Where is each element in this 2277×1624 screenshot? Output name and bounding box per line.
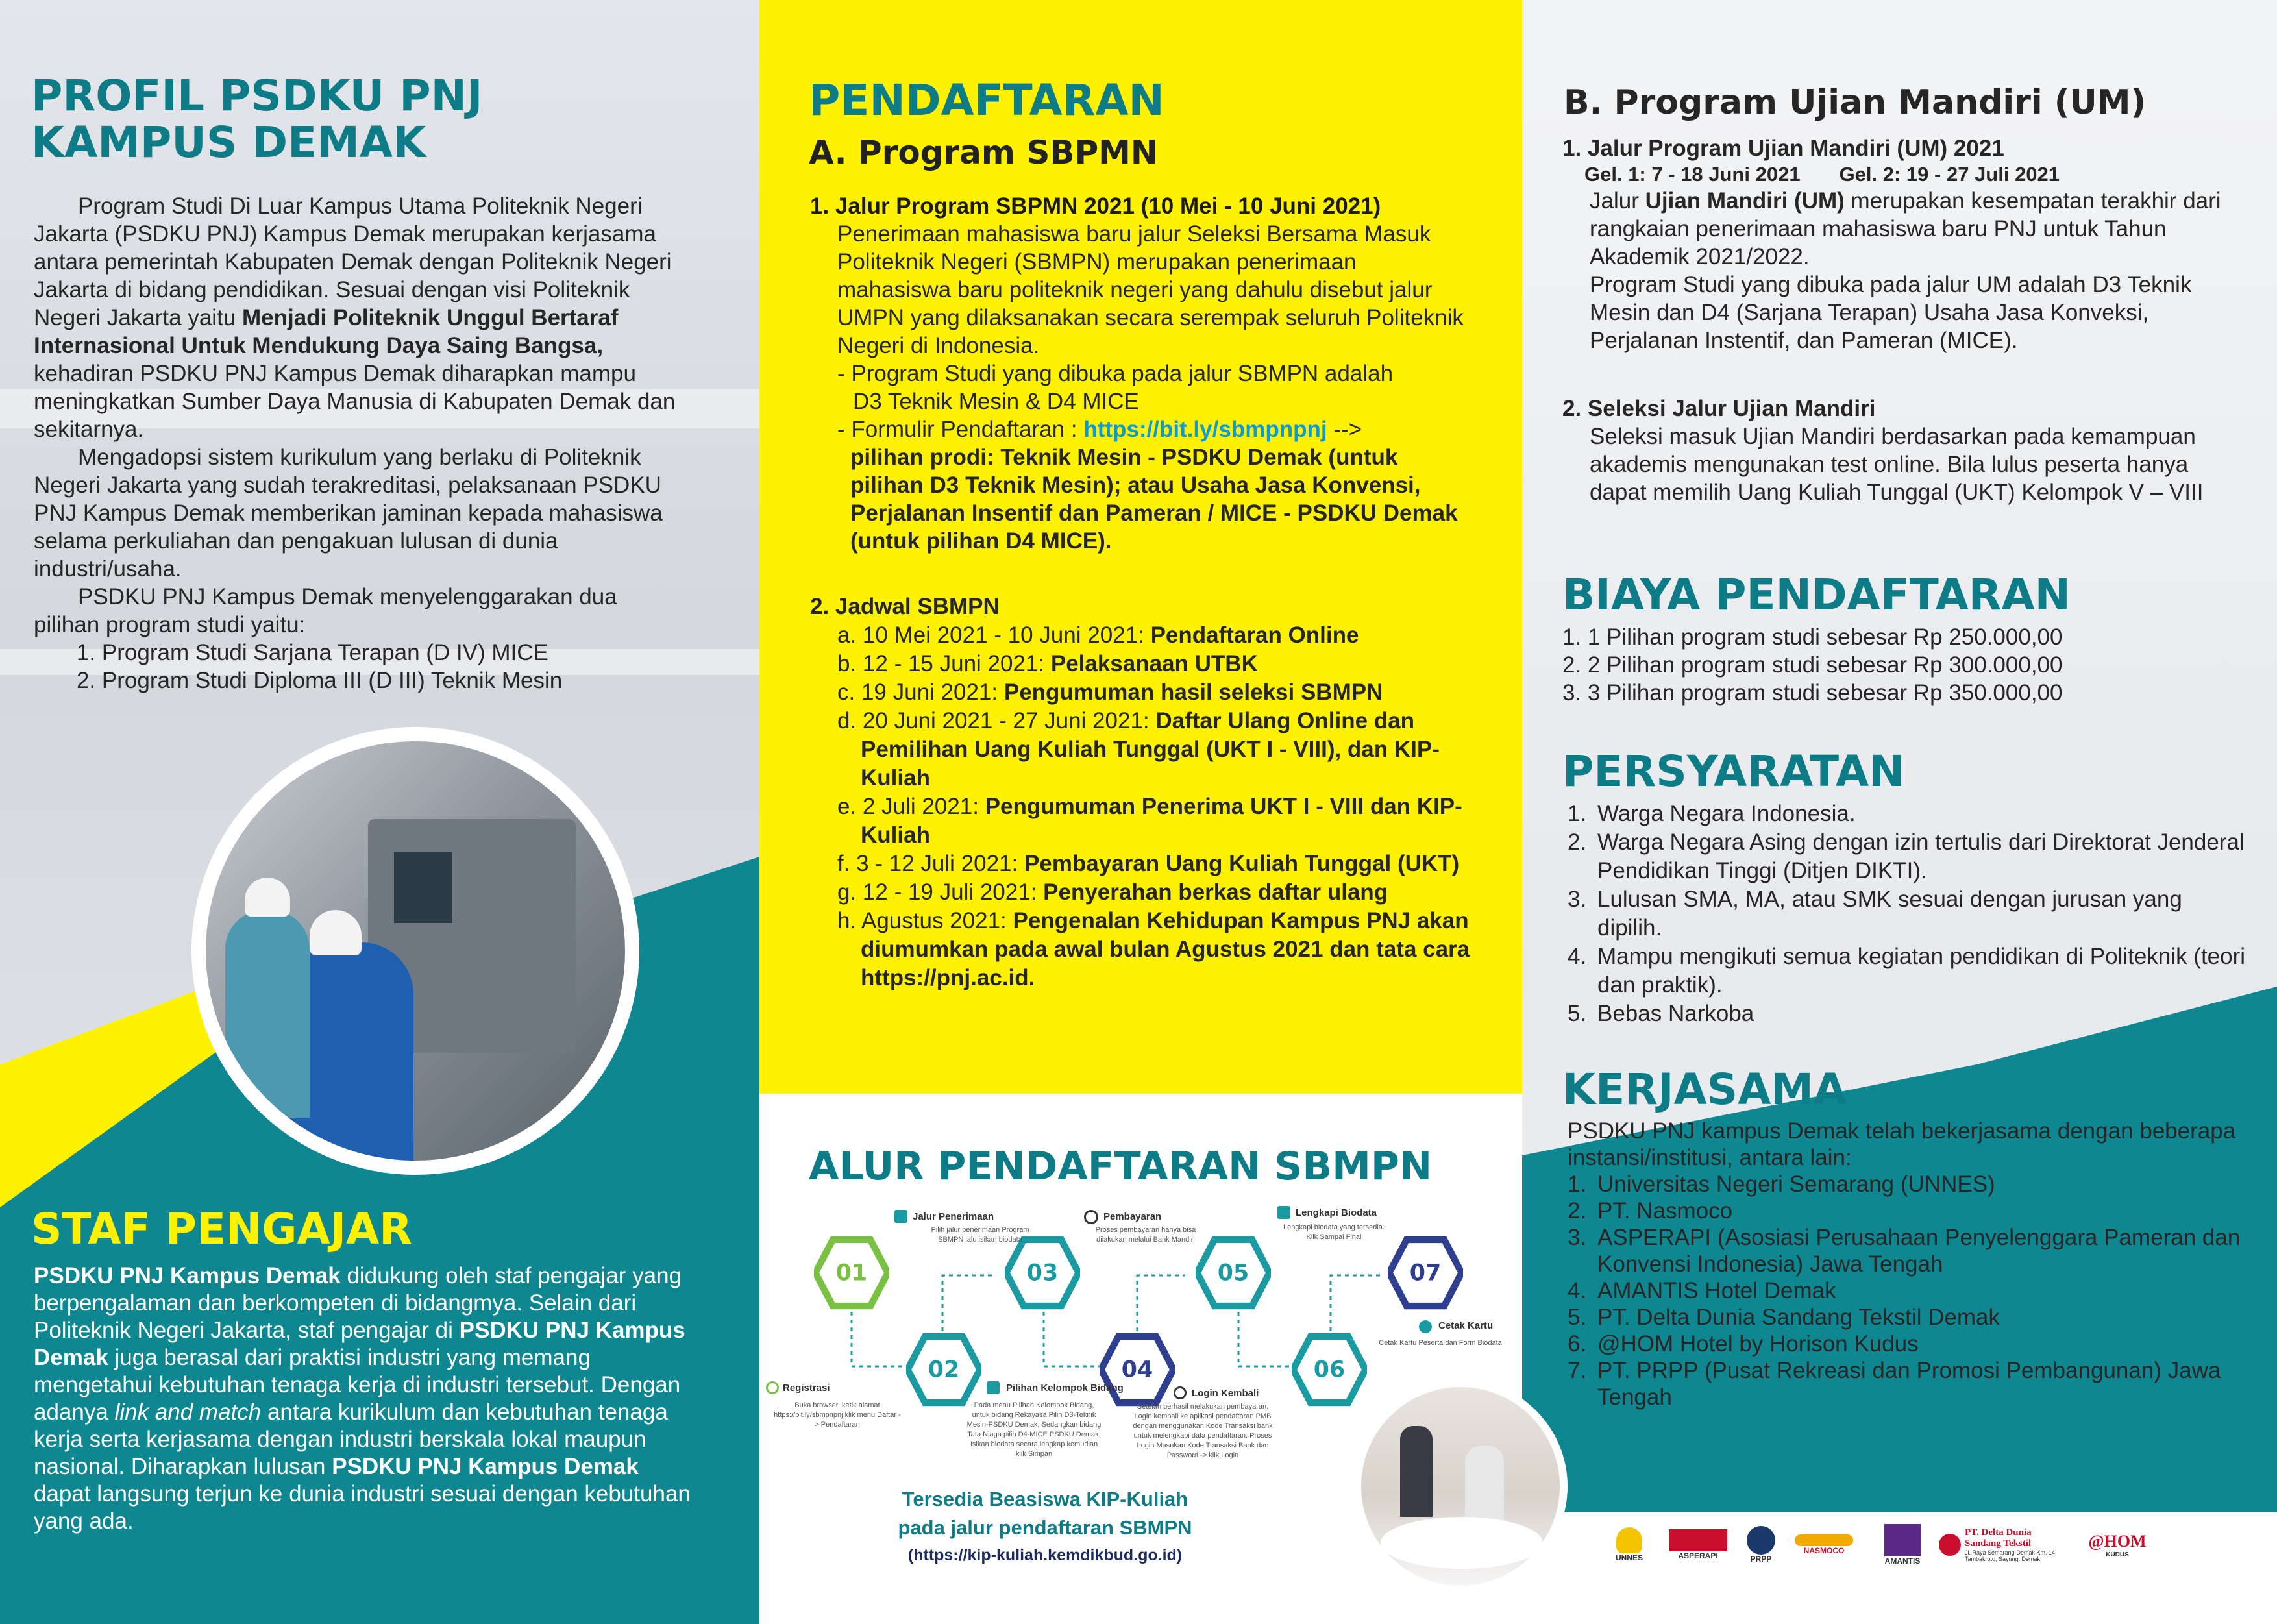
gelombang-line [1562, 162, 2250, 187]
persyaratan-item [1568, 828, 2249, 885]
text: antara kurikulum dan kebutuhan tenaga kerja serta kerjasama dengan industri berskala lokal maupun nasional. Diharapkan lulusan [34, 1399, 668, 1479]
profil-para2: Mengadopsi sistem kurikulum yang berlaku di Politeknik Negeri Jakarta yang sudah terakreditasi, pelaksanaan PSDKU PNJ Kampus Demak memberikan jaminan kepada mahasiswa selama perkuliahan dan pengakuan lulusan di dunia industri/usaha. [34, 445, 663, 582]
text: 3. [1568, 887, 1587, 912]
beasiswa-link[interactable]: (https://kip-kuliah.kemdikbud.go.id) [907, 1546, 1183, 1564]
text: Warga Negara Indonesia. [1597, 801, 1856, 826]
step-label: Cetak Kartu [1438, 1320, 1494, 1331]
text: PSDKU PNJ Kampus Demak [34, 1318, 685, 1370]
panel-profil [0, 0, 759, 1624]
jadwal-heading: 2. Jadwal SBMPN [810, 594, 1000, 619]
text: merupakan kesempatan terakhir dari rangkaian penerimaan mahasiswa baru PNJ untuk Tahun Akademik 2021/2022. [1590, 188, 2221, 269]
text: Pembayaran Uang Kuliah Tunggal (UKT) [1024, 851, 1460, 876]
unnes-logo [1606, 1516, 1652, 1574]
group-icon [987, 1381, 1000, 1394]
prodi-line2: D3 Teknik Mesin & D4 MICE [853, 389, 1139, 414]
step-02-hex [906, 1332, 981, 1407]
text: Pendaftaran Online [1150, 622, 1359, 648]
logo-text: KUDUS [2106, 1551, 2129, 1558]
registration-icon [766, 1381, 779, 1394]
step-desc: Buka browser, ketik alamat https://bit.ly/sbmpnpnj klik menu Daftar -> Pendaftaran [774, 1401, 901, 1429]
text: Pengenalan Kehidupan Kampus PNJ akan diumumkan pada awal bulan Agustus 2021 dan tata cara https://pnj.ac.id. [861, 908, 1470, 990]
jalur-body: Penerimaan mahasiswa baru jalur Seleksi Bersama Masuk Politeknik Negeri (SBMPN) merupakan penerimaan mahasiswa baru politeknik negeri yang dahulu disebut jalur UMPN yang dilaksanakan secara serempak seluruh Politeknik Negeri di Indonesia. [837, 221, 1464, 358]
text: c. 19 Juni 2021: [837, 680, 1004, 705]
logo-text: PT. Delta Dunia Sandang Tekstil [1965, 1527, 2032, 1549]
logo-text: NASMOCO [1803, 1546, 1845, 1555]
step-label: Registrasi [783, 1383, 830, 1394]
step-number: 07 [1409, 1260, 1442, 1286]
text: --> [1327, 417, 1362, 442]
visi-text: Menjadi Politeknik Unggul Bertaraf Internasional Untuk Mendukung Daya Saing Bangsa, [34, 305, 619, 358]
logo-text: ASPERAPI [1678, 1551, 1718, 1560]
text: g. 12 - 19 Juli 2021: [837, 880, 1044, 905]
nasmoco-logo [1788, 1516, 1860, 1574]
text: PT. PRPP (Pusat Rekreasi dan Promosi Pembangunan) Jawa Tengah [1597, 1358, 2221, 1410]
jadwal-sbmpn [810, 593, 1479, 992]
um-title: B. Program Ujian Mandiri (UM) [1564, 83, 2147, 122]
formulir-link[interactable]: https://bit.ly/sbmpnpnj [1083, 417, 1327, 442]
jalur-heading: 1. Jalur Program SBPMN 2021 (10 Mei - 10 Juni 2021) [810, 193, 1381, 219]
text: Daftar Ulang Online dan Pemilihan Uang Kuliah Tunggal (UKT I - VIII), dan KIP-Kuliah [861, 708, 1440, 791]
kerjasama-title: KERJASAMA [1562, 1064, 1847, 1114]
jadwal-item [837, 707, 1479, 793]
step-07-hex [1388, 1235, 1463, 1310]
text: Mampu mengikuti semua kegiatan pendidikan di Politeknik (teori dan praktik). [1597, 944, 2246, 998]
beasiswa-note [798, 1485, 1292, 1568]
step-number: 02 [928, 1357, 960, 1383]
text: Pelaksanaan UTBK [1050, 651, 1258, 676]
step-04-hex [1100, 1332, 1175, 1407]
text: 2. [1568, 830, 1587, 855]
prodi-line1: - Program Studi yang dibuka pada jalur SBMPN adalah [837, 361, 1394, 386]
jadwal-item [837, 878, 1479, 907]
step-number: 06 [1313, 1357, 1346, 1383]
text: ASPERAPI (Asosiasi Perusahaan Penyelenggara Pameran dan Konvensi Indonesia) Jawa Tengah [1597, 1225, 2241, 1277]
kerjasama-item [1568, 1224, 2243, 1277]
formulir-detail: pilihan prodi: Teknik Mesin - PSDKU Demak (untuk pilihan D3 Teknik Mesin); atau Usaha Jasa Konvensi, Perjalanan Insentif dan Pameran / MICE - PSDKU Demak (untuk pilihan D4 MICE). [850, 445, 1458, 554]
panel-um [1522, 0, 2277, 1624]
text: 2. [1568, 1198, 1587, 1224]
text: Bebas Narkoba [1597, 1001, 1754, 1026]
hom-logo [2082, 1516, 2153, 1574]
text: 4. [1568, 944, 1587, 969]
text: @HOM Hotel by Horison Kudus [1597, 1331, 1919, 1357]
step-desc: Setelah berhasil melakukan pembayaran, Login kembali ke aplikasi pendaftaran PMB dengan menggunakan Kode Transaksi bank untuk melengkapi data pendaftaran. Proses Login Masukan Kode Transaksi Bank dan Password -> klik Login [1133, 1403, 1273, 1459]
text: juga berasal dari praktisi industri yang memang mengetahui kebutuhan tenaga kerja di industri tersebut. Dengan adanya [34, 1345, 681, 1425]
prodi-item: 1. Program Studi Sarjana Terapan (D IV) MICE [77, 640, 548, 665]
text: f. 3 - 12 Juli 2021: [837, 851, 1024, 876]
text: Ujian Mandiri (UM) [1645, 188, 1845, 214]
step-desc: Pada menu Pilihan Kelompok Bidang, untuk bidang Rekayasa Pilih D3-Teknik Mesin-PSDKU Demak, Sedangkan bidang Tata Niaga pilih D4-MICE PSDKU Demak. Isikan biodata secara lengkap kemudian klik Simpan [966, 1401, 1102, 1458]
um-jalur [1562, 134, 2250, 354]
logo-text: PRPP [1750, 1555, 1772, 1564]
formulir-line [810, 415, 1466, 443]
staf-body [34, 1262, 696, 1535]
amantis-logo [1878, 1516, 1927, 1574]
persyaratan-item [1568, 1000, 2249, 1028]
text: Warga Negara Asing dengan izin tertulis dari Direktorat Jenderal Pendidikan Tinggi (Ditjen DIKTI). [1597, 830, 2245, 883]
persyaratan-item [1568, 800, 2249, 828]
text: dapat langsung terjun ke dunia industri sesuai dengan kebutuhan yang ada. [34, 1481, 691, 1534]
kerjasama-item [1568, 1171, 2243, 1198]
jadwal-item [837, 793, 1479, 850]
step-01-hex [814, 1235, 889, 1310]
biaya-item: 2. 2 Pilihan program studi sebesar Rp 300.000,00 [1562, 652, 2063, 678]
text: e. 2 Juli 2021: [837, 794, 985, 819]
step-label: Lengkapi Biodata [1296, 1207, 1377, 1218]
panel-pendaftaran [759, 0, 1522, 1624]
text: - Formulir Pendaftaran : [837, 417, 1084, 442]
persyaratan-list [1568, 800, 2249, 1028]
step-label: Pembayaran [1103, 1211, 1162, 1222]
pendaftaran-title: PENDAFTARAN [809, 75, 1164, 125]
text: a. 10 Mei 2021 - 10 Juni 2021: [837, 622, 1151, 648]
jadwal-item [837, 678, 1479, 707]
gel2: Gel. 2: 19 - 27 Juli 2021 [1839, 163, 2060, 186]
payment-icon [1084, 1210, 1098, 1224]
step-label: Login Kembali [1192, 1388, 1259, 1399]
step-number: 05 [1217, 1260, 1249, 1286]
text: 4. [1568, 1278, 1587, 1303]
step-desc: Cetak Kartu Peserta dan Form Biodata [1379, 1339, 1502, 1347]
step-number: 01 [835, 1260, 868, 1286]
text: h. Agustus 2021: [837, 908, 1013, 933]
profil-para3: PSDKU PNJ Kampus Demak menyelenggarakan dua pilihan program studi yaitu: [34, 584, 617, 637]
text: didukung oleh staf pengajar yang berpengalaman dan berkompeten di bidangmya. Selain dari Politeknik Negeri Jakarta, staf pengajar di [34, 1263, 682, 1343]
text: 6. [1568, 1331, 1587, 1357]
text: Program Studi Di Luar Kampus Utama Politeknik Negeri Jakarta (PSDKU PNJ) Kampus Demak merupakan kerjasama antara pemerintah Kabupaten Demak dengan Politeknik Negeri Jakarta di bidang pendidikan. Sesuai dengan visi Politeknik Negeri Jakarta yaitu [34, 193, 672, 330]
step-number: 04 [1121, 1357, 1153, 1383]
text: Pengumuman Penerima UKT I - VIII dan KIP-Kuliah [861, 794, 1462, 848]
step-desc: Pilih jalur penerimaan Program SBMPN lalu isikan biodata [931, 1226, 1029, 1244]
step-desc: Lengkapi biodata yang tersedia. Klik Sampai Final [1283, 1224, 1385, 1241]
biaya-item: 3. 3 Pilihan program studi sebesar Rp 350.000,00 [1562, 680, 2063, 706]
kerjasama-item [1568, 1198, 2243, 1224]
profil-title-line2: KAMPUS DEMAK [31, 117, 426, 167]
staf-title: STAF PENGAJAR [31, 1204, 412, 1254]
delta-logo [1939, 1516, 2069, 1574]
step-number: 03 [1026, 1260, 1059, 1286]
text: link and match [114, 1399, 262, 1425]
biaya-item: 1. 1 Pilihan program studi sebesar Rp 250.000,00 [1562, 624, 2063, 650]
route-icon [894, 1210, 907, 1223]
text: Penyerahan berkas daftar ulang [1043, 880, 1388, 905]
text: AMANTIS Hotel Demak [1597, 1278, 1836, 1303]
kerjasama-item [1568, 1331, 2243, 1357]
seleksi-body: Seleksi masuk Ujian Mandiri berdasarkan pada kemampuan akademis mengunakan test online. Bila lulus peserta hanya dapat memilih Uang Kuliah Tunggal (UKT) Kelompok V – VIII [1590, 424, 2204, 505]
text: PSDKU PNJ Kampus Demak [332, 1454, 639, 1479]
step-05-hex [1196, 1235, 1271, 1310]
card-icon [1419, 1320, 1432, 1333]
text: 3. [1568, 1225, 1587, 1250]
text: Jalur [1590, 188, 1645, 214]
text: PT. Delta Dunia Sandang Tekstil Demak [1597, 1305, 2000, 1330]
text: 1. [1568, 801, 1587, 826]
text: Lulusan SMA, MA, atau SMK sesuai dengan jurusan yang dipilih. [1597, 887, 2182, 941]
jadwal-item [837, 907, 1479, 992]
kerjasama-item [1568, 1304, 2243, 1331]
kerjasama-item [1568, 1357, 2243, 1410]
step-03-hex [1005, 1235, 1080, 1310]
prodi-item: 2. Program Studi Diploma III (D III) Teknik Mesin [77, 668, 563, 693]
step-label: Pilihan Kelompok Bidang [1006, 1383, 1124, 1394]
persyaratan-item [1568, 942, 2249, 1000]
um-body2: Program Studi yang dibuka pada jalur UM adalah D3 Teknik Mesin dan D4 (Sarjana Terapan) Usaha Jasa Konveksi, Perjalanan Instentif, dan Pameran (MICE). [1590, 272, 2192, 353]
text: 5. [1568, 1305, 1587, 1330]
text: 1. [1568, 1172, 1587, 1197]
um-seleksi [1562, 395, 2250, 506]
kerjasama-list [1568, 1118, 2243, 1410]
text: PSDKU PNJ Kampus Demak [34, 1263, 341, 1288]
asperapi-logo [1662, 1516, 1734, 1574]
text: 7. [1568, 1358, 1587, 1383]
text: Universitas Negeri Semarang (UNNES) [1597, 1172, 1995, 1197]
kerjasama-intro: PSDKU PNJ kampus Demak telah bekerjasama dengan beberapa instansi/institusi, antara lain: [1568, 1118, 2236, 1170]
text: kehadiran PSDKU PNJ Kampus Demak diharapkan mampu meningkatkan Sumber Daya Manusia di Kabupaten Demak dan sekitarnya. [34, 361, 676, 442]
persyaratan-title: PERSYARATAN [1562, 746, 1905, 796]
beasiswa-line2: pada jalur pendaftaran SBMPN [898, 1516, 1192, 1539]
biodata-icon [1277, 1206, 1290, 1219]
logo-text: UNNES [1615, 1553, 1643, 1562]
persyaratan-item [1568, 885, 2249, 942]
logo-text: @HOM [2088, 1531, 2147, 1551]
text: 5. [1568, 1001, 1587, 1026]
jadwal-item [837, 650, 1479, 678]
kerjasama-item [1568, 1277, 2243, 1304]
pendaftaran-subtitle: A. Program SBPMN [809, 134, 1158, 171]
text: Pengumuman hasil seleksi SBMPN [1003, 680, 1383, 705]
step-06-hex [1292, 1332, 1367, 1407]
alur-title: ALUR PENDAFTARAN SBMPN [809, 1144, 1433, 1189]
jalur-sbmpn [810, 192, 1466, 555]
login-icon [1174, 1386, 1187, 1399]
step-label: Jalur Penerimaan [913, 1211, 994, 1222]
hotel-photo [1353, 1379, 1568, 1593]
logo-text: Jl. Raya Semarang-Demak Km. 14 Tambakroto, Sayung, Demak [1965, 1549, 2056, 1562]
um-jalur-heading: 1. Jalur Program Ujian Mandiri (UM) 2021 [1562, 136, 2004, 161]
seleksi-heading: 2. Seleksi Jalur Ujian Mandiri [1562, 396, 1876, 421]
gel1: Gel. 1: 7 - 18 Juni 2021 [1584, 163, 1801, 186]
text: PT. Nasmoco [1597, 1198, 1733, 1224]
text: d. 20 Juni 2021 - 27 Juni 2021: [837, 708, 1156, 733]
biaya-title: BIAYA PENDAFTARAN [1562, 570, 2071, 620]
text: b. 12 - 15 Juni 2021: [837, 651, 1051, 676]
workshop-photo [191, 727, 639, 1175]
jadwal-item [837, 850, 1479, 878]
step-desc: Proses pembayaran hanya bisa dilakukan melalui Bank Mandiri [1095, 1226, 1196, 1244]
biaya-list [1562, 623, 2250, 707]
um-body [1562, 187, 2250, 271]
prpp-logo [1742, 1516, 1780, 1574]
profil-title-line1: PROFIL PSDKU PNJ [31, 71, 483, 121]
beasiswa-line1: Tersedia Beasiswa KIP-Kuliah [902, 1488, 1188, 1510]
logo-text: AMANTIS [1884, 1556, 1921, 1566]
jadwal-item [837, 621, 1479, 650]
